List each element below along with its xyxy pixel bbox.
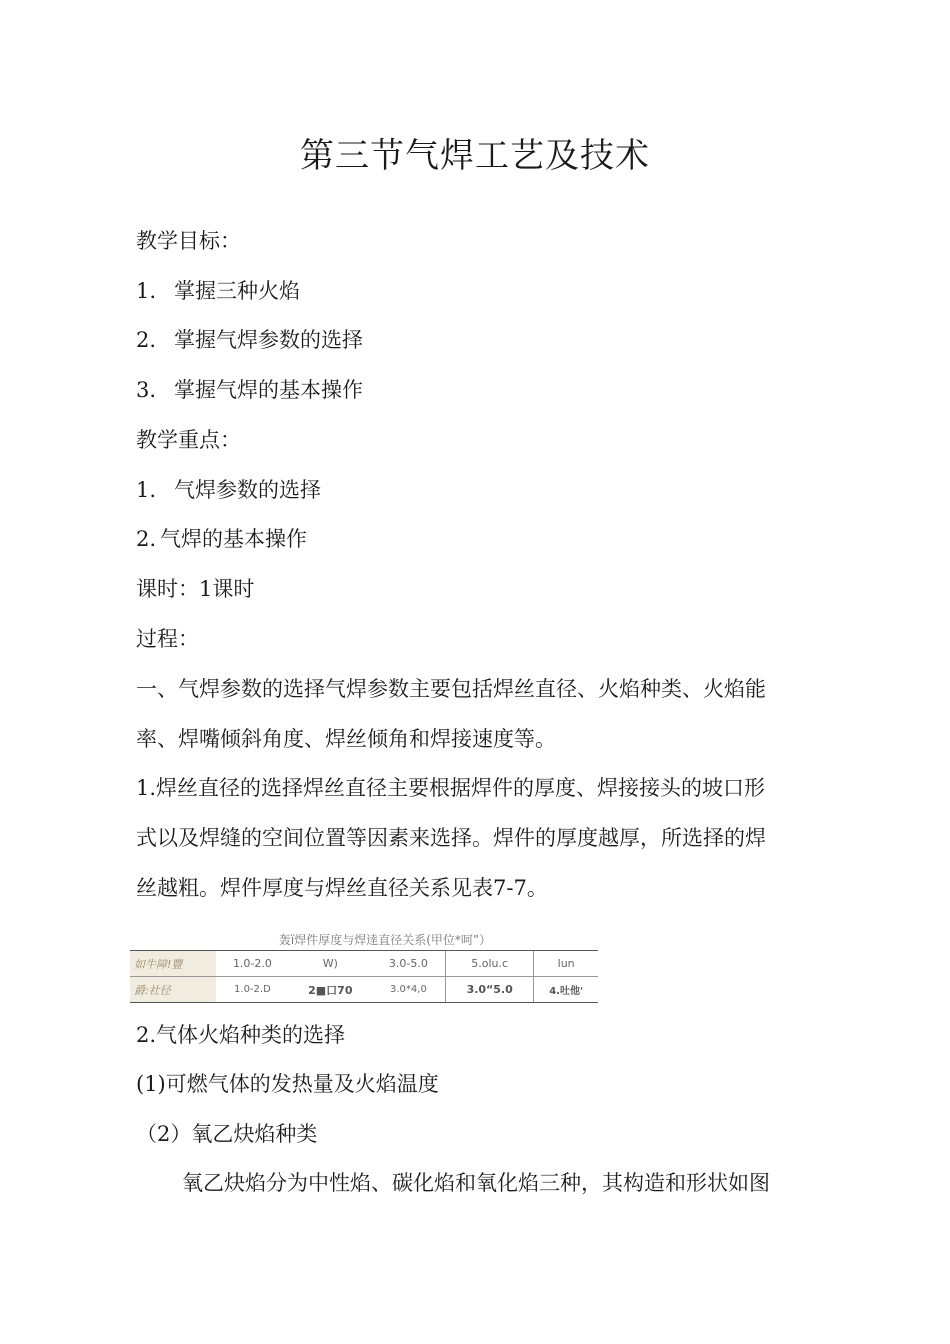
section2-line: 式以及焊缝的空间位置等因素来选择。焊件的厚度越厚，所选择的焊 xyxy=(136,826,766,850)
table-cell: 5.olu.c xyxy=(446,951,534,977)
table-row-header: 爵:社径 xyxy=(130,977,216,1003)
table-row-header: 如牛障!豐 xyxy=(130,951,216,977)
section2-line: 丝越粗。焊件厚度与焊丝直径关系见表7-7。 xyxy=(136,876,548,900)
table-cell: 3.0*4,0 xyxy=(372,977,446,1003)
section3-item: (1)可燃气体的发热量及火焰温度 xyxy=(136,1072,439,1096)
section2-line: 1.焊丝直径的选择焊丝直径主要根据焊件的厚度、焊接接头的坡口形 xyxy=(136,776,766,800)
key-point-item xyxy=(136,475,321,505)
section1-line: 率、焊嘴倾斜角度、焊丝倾角和焊接速度等。 xyxy=(136,727,556,751)
table-cell: W) xyxy=(289,951,372,977)
section3-heading: 2.气体火焰种类的选择 xyxy=(136,1023,346,1047)
key-point-text: 气焊的基本操作 xyxy=(160,527,308,551)
key-point-number: 2. xyxy=(136,527,157,551)
table-cell: 1.0-2.D xyxy=(216,977,289,1003)
objective-text: 掌握三种火焰 xyxy=(174,279,300,303)
objective-number: 1. xyxy=(136,279,157,303)
key-point-item xyxy=(136,524,307,554)
table-cell: lun xyxy=(534,951,598,977)
key-point-number: 1. xyxy=(136,478,157,502)
table-cell: 2■口70 xyxy=(289,977,372,1003)
process-heading: 过程： xyxy=(136,627,199,651)
page-title: 第三节气焊工艺及技术 xyxy=(300,136,650,176)
objective-number: 2. xyxy=(136,328,157,352)
thickness-diameter-table xyxy=(130,930,600,1003)
key-point-text: 气焊参数的选择 xyxy=(174,478,321,502)
table-cell: 4.吐他' xyxy=(534,977,598,1003)
objective-text: 掌握气焊参数的选择 xyxy=(174,328,363,352)
table-caption: 轰ï焊件厚度与焊逹直径关系(甲位*呵”） xyxy=(278,933,492,947)
objective-text: 掌握气焊的基本操作 xyxy=(174,378,363,402)
section1-line: 一、气焊参数的选择气焊参数主要包括焊丝直径、火焰种类、火焰能 xyxy=(136,677,766,701)
table-row xyxy=(130,977,598,1003)
section3-item: （2）氧乙炔焰种类 xyxy=(136,1122,318,1146)
section3-paragraph: 氧乙炔焰分为中性焰、碳化焰和氧化焰三种，其构造和形状如图 xyxy=(182,1171,770,1195)
objective-item xyxy=(136,325,363,355)
class-hours: 课时：1课时 xyxy=(136,577,255,601)
table-cell: 3.0“5.0 xyxy=(446,977,534,1003)
objective-item xyxy=(136,375,363,405)
objective-number: 3. xyxy=(136,378,157,402)
table-body xyxy=(130,950,598,1003)
table-row xyxy=(130,951,598,977)
table-cell: 1.0-2.0 xyxy=(216,951,289,977)
key-points-heading: 教学重点： xyxy=(136,428,241,452)
objective-item xyxy=(136,276,300,306)
table-cell: 3.0-5.0 xyxy=(372,951,446,977)
objectives-heading: 教学目标： xyxy=(136,229,241,253)
